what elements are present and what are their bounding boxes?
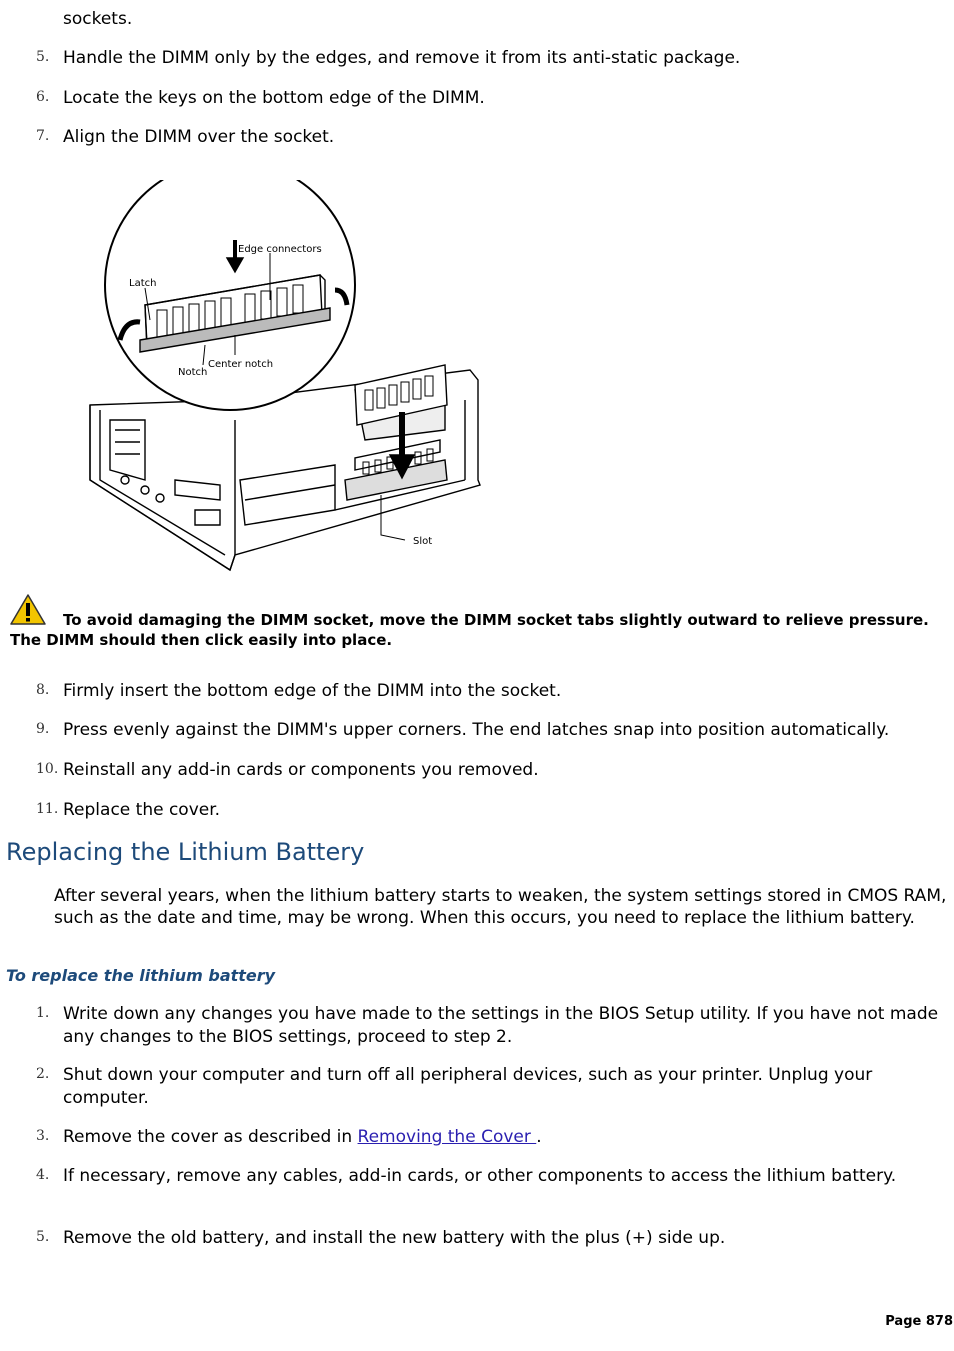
section-heading: Replacing the Lithium Battery (6, 838, 365, 866)
warning-text: To avoid damaging the DIMM socket, move the DIMM socket tabs slightly outward to relieve pressure. The DIMM should then click easily into place. (10, 611, 929, 649)
dimm-installation-illustration (85, 180, 485, 580)
step-number: 4. (36, 1167, 50, 1183)
label-notch: Notch (178, 367, 208, 378)
step-text: If necessary, remove any cables, add-in cards, or other components to access the lithium battery. (63, 1166, 897, 1186)
label-edge-connectors: Edge connectors (238, 244, 322, 255)
label-slot: Slot (413, 536, 433, 547)
step-text: Shut down your computer and turn off all peripheral devices, such as your printer. Unplug your computer. (63, 1065, 873, 1108)
step-text: Firmly insert the bottom edge of the DIMM into the socket. (63, 681, 562, 701)
step-text: Locate the keys on the bottom edge of the DIMM. (63, 88, 485, 108)
step-number: 3. (36, 1128, 50, 1144)
step-text: Remove the cover as described in Removing the Cover . (63, 1127, 542, 1147)
step-text: Remove the old battery, and install the new battery with the plus (+) side up. (63, 1228, 726, 1248)
step-number: 2. (36, 1066, 50, 1082)
step-number: 6. (36, 89, 50, 105)
page-number: Page 878 (885, 1314, 953, 1329)
step-number: 5. (36, 49, 50, 65)
step-text: Reinstall any add-in cards or components you removed. (63, 760, 539, 780)
removing-the-cover-link[interactable]: Removing the Cover (357, 1127, 537, 1147)
step-number: 5. (36, 1229, 50, 1245)
step-text: Replace the cover. (63, 800, 221, 820)
label-center-notch: Center notch (208, 359, 274, 370)
step-text: Handle the DIMM only by the edges, and remove it from its anti-static package. (63, 48, 741, 68)
step-number: 1. (36, 1005, 50, 1021)
step-number: 11. (36, 801, 59, 817)
step-text: Write down any changes you have made to the settings in the BIOS Setup utility. If you have not made any changes to the BIOS settings, proceed to step 2. (63, 1004, 939, 1047)
step-number: 9. (36, 721, 50, 737)
step-text: Press evenly against the DIMM's upper corners. The end latches snap into position automatically. (63, 720, 890, 740)
step-number: 7. (36, 128, 50, 144)
step-text: Align the DIMM over the socket. (63, 127, 335, 147)
step-number: 8. (36, 682, 50, 698)
step-number: 10. (36, 761, 59, 777)
section-intro: After several years, when the lithium battery starts to weaken, the system settings stored in CMOS RAM, such as the date and time, may be wrong. When this occurs, you need to replace the lithium battery. (54, 886, 947, 928)
continued-text: sockets. (63, 9, 133, 29)
procedure-title: To replace the lithium battery (6, 966, 276, 985)
label-latch: Latch (129, 278, 157, 289)
